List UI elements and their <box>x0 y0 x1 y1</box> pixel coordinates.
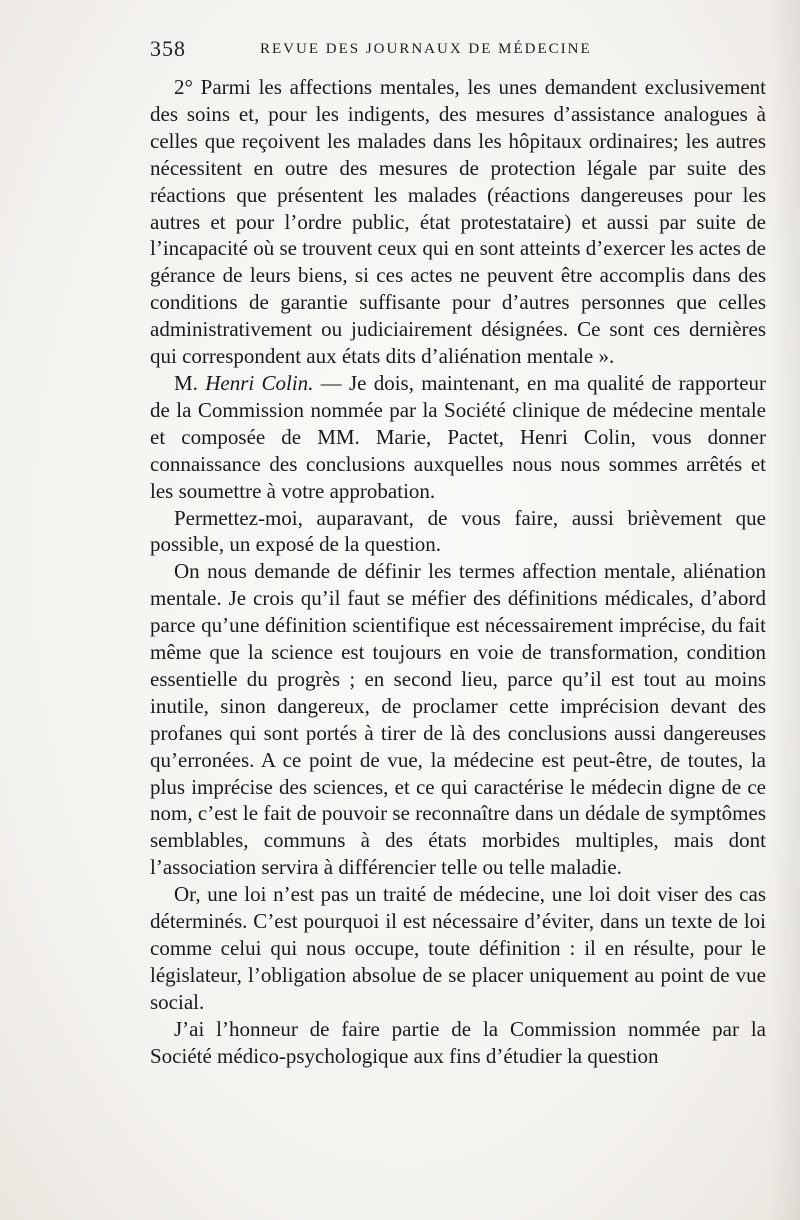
paragraph-6: J’ai l’honneur de faire partie de la Commission nommée par la Société médico-psychologique aux fins d’étudier la question <box>150 1016 766 1068</box>
paragraph-4: On nous demande de définir les termes affection mentale, aliénation mentale. Je crois qu’il faut se méfier des définitions médicales, d’abord parce qu’une définition scientifique est nécessairement imprécise, du fait même que la science est toujours en voie de transformation, condition essentielle du progrès ; en second lieu, parce qu’il est tout au moins inutile, sinon dangereux, de proclamer cette imprécision devant des profanes qui sont portés à tirer de là des conclusions aussi dangereuses qu’erronées. A ce point de vue, la médecine est peut-être, de toutes, la plus imprécise des sciences, et ce qui caractérise le médecin digne de ce nom, c’est le fait de pouvoir se reconnaître dans un dédale de symptômes semblables, communs à des états morbides multiples, mais dont l’association servira à différencier telle ou telle maladie. <box>150 559 766 880</box>
paragraph-3: Permettez-moi, auparavant, de vous faire, aussi brièvement que possible, un exposé de la question. <box>150 505 766 557</box>
paragraph-2-text: — Je dois, maintenant, en ma qualité de rapporteur de la Commission nommée par la Société clinique de médecine mentale et composée de MM. Marie, Pactet, Henri Colin, vous donner connaissance des conclusions auxquelles nous nous sommes arrêtés et les soumettre à votre approbation. <box>150 370 767 503</box>
speaker-prefix: M. <box>174 370 198 395</box>
page-header <box>150 36 770 64</box>
paragraph-5: Or, une loi n’est pas un traité de médecine, une loi doit viser des cas déterminés. C’est pourquoi il est nécessaire d’éviter, dans un texte de loi comme celui qui nous occupe, toute définition : il en résulte, pour le législateur, l’obligation absolue de se placer uniquement au point de vue social. <box>150 882 766 1014</box>
running-head: REVUE DES JOURNAUX DE MÉDECINE <box>260 41 592 57</box>
speaker-name: Henri Colin. <box>205 370 314 395</box>
paragraph-1: 2° Parmi les affections mentales, les unes demandent exclusivement des soins et, pour les indigents, des mesures d’assistance analogues à celles que reçoivent les malades dans les hôpitaux ordinaires; les autres nécessitent en outre des mesures de protection légale par suite des réactions que présentent les malades (réactions dangereuses pour les autres et pour l’ordre public, état protestataire) et aussi par suite de l’incapacité où se trouvent ceux qui en sont atteints d’exercer les actes de gérance de leurs biens, si ces actes ne peuvent être accomplis dans des conditions de garantie suffisante pour d’autres personnes que celles administrativement ou judiciairement désignées. Ce sont ces dernières qui correspondent aux états dits d’aliénation mentale ». <box>150 75 766 369</box>
page-edge-shadow <box>770 0 800 1220</box>
page-number: 358 <box>150 36 186 61</box>
paragraph-2 <box>150 370 766 505</box>
body-text <box>150 74 766 1070</box>
